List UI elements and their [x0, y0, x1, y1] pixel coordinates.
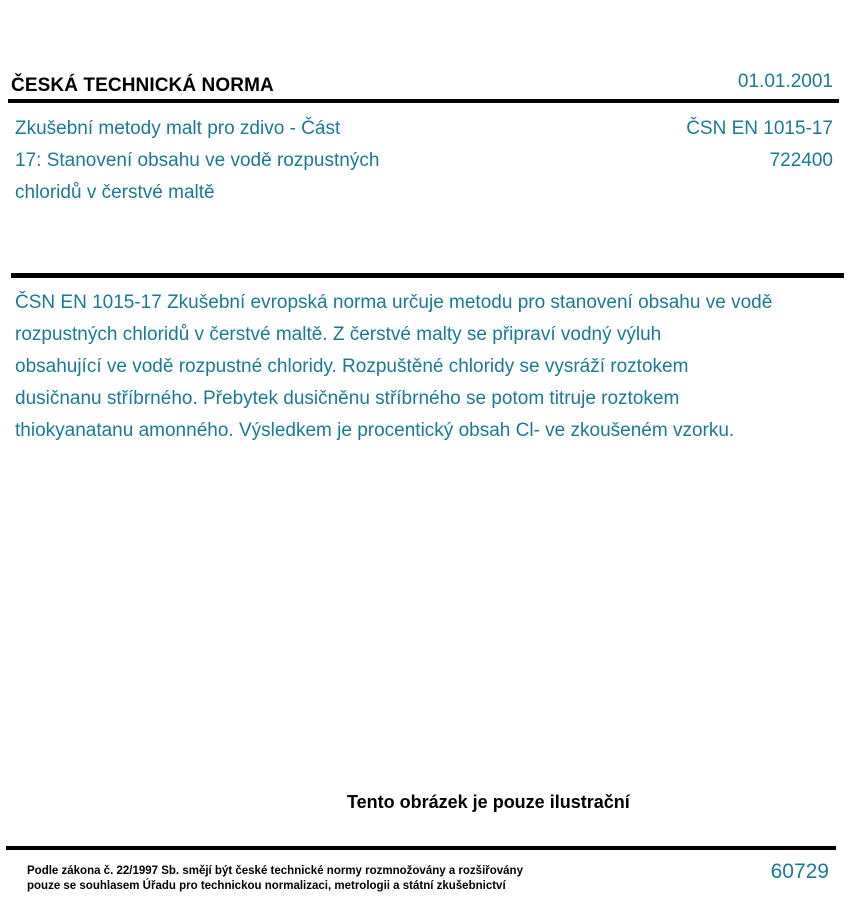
publication-date: 01.01.2001	[737, 71, 833, 92]
bottom-divider	[6, 846, 836, 850]
top-divider	[8, 99, 839, 103]
abstract-line: thiokyanatanu amonného. Výsledkem je procentický obsah Cl- ve zkoušeném vzorku.	[15, 420, 735, 441]
legal-line: Podle zákona č. 22/1997 Sb. smějí být české technické normy rozmnožovány a rozšiřovány	[27, 865, 523, 877]
document-number: 60729	[770, 860, 829, 883]
illustration-note: Tento obrázek je pouze ilustrační	[347, 792, 630, 812]
standard-title-line: 17: Stanovení obsahu ve vodě rozpustných	[15, 150, 380, 171]
legal-notice	[27, 864, 523, 894]
abstract-line: ČSN EN 1015-17 Zkušební evropská norma určuje metodu pro stanovení obsahu ve vodě	[15, 292, 773, 313]
standard-identifiers	[686, 113, 833, 177]
class-number: 722400	[769, 150, 833, 171]
legal-line: pouze se souhlasem Úřadu pro technickou normalizaci, metrologii a státní zkušebnictví	[27, 880, 506, 892]
abstract-text	[15, 287, 865, 447]
middle-divider	[11, 273, 844, 278]
abstract-line: dusičnanu stříbrného. Přebytek dusičněnu stříbrného se potom titruje roztokem	[15, 388, 680, 409]
standard-title	[15, 113, 455, 209]
header-title: ČESKÁ TECHNICKÁ NORMA	[11, 75, 274, 96]
abstract-line: obsahující ve vodě rozpustné chloridy. Rozpuštěné chloridy se vysráží roztokem	[15, 356, 689, 377]
standard-title-line: chloridů v čerstvé maltě	[15, 182, 215, 203]
abstract-line: rozpustných chloridů v čerstvé maltě. Z čerstvé malty se připraví vodný výluh	[15, 324, 662, 345]
standard-title-line: Zkušební metody malt pro zdivo - Část	[15, 118, 341, 139]
standard-code: ČSN EN 1015-17	[686, 118, 833, 139]
